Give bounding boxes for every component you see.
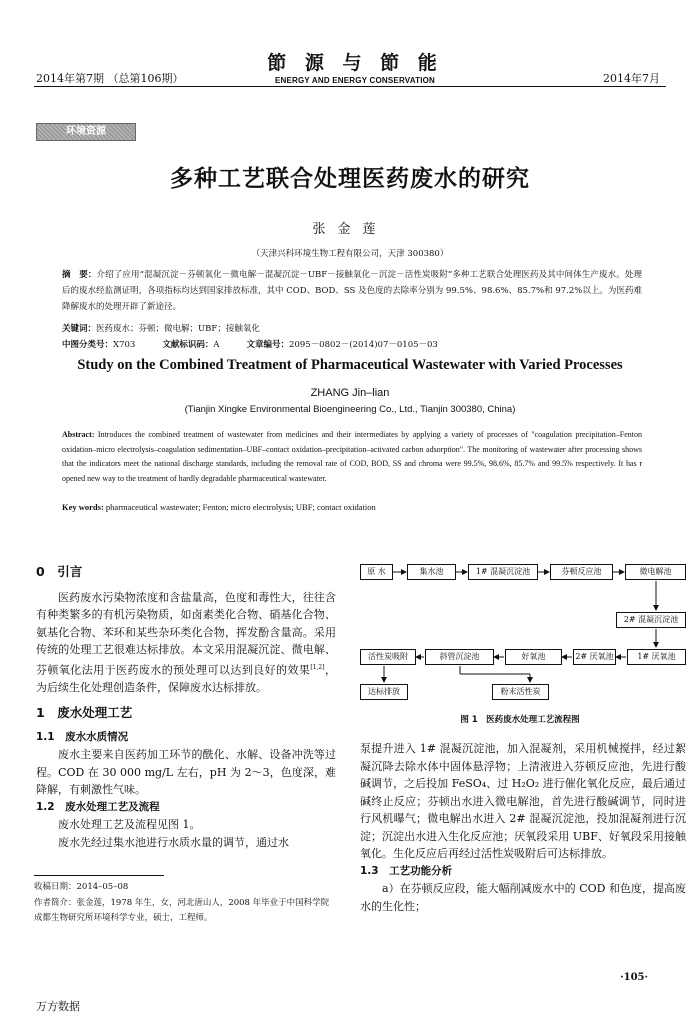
journal-title-cn: 節 源 与 節 能 — [267, 52, 443, 74]
flow-box-coagulation-2: 2# 混凝沉淀池 — [616, 612, 686, 628]
paragraph-water-quality: 废水主要来自医药加工环节的酰化、水解、设备冲洗等过程。COD 在 30 000 mg/L 左右，pH 为 2～3，色度深，难降解，有刺激性气味。 — [36, 748, 336, 797]
flow-box-fenton: 芬顿反应池 — [550, 564, 613, 580]
abstract-cn-text: 介绍了应用“混凝沉淀－芬顿氧化－微电解－混凝沉淀－UBF－接触氧化－沉淀－活性炭吸附”多种工艺联合处理医药及其中间体生产废水。处理后的废水经监测证明，各项指标均达到国家排放标准，其中 COD、BOD、SS 及色度的去除率分别为 99.5%、98.6%、85.7%和 97.2%以上。为医药难降解废水的处理开辟了新途径。 — [62, 270, 642, 312]
intro-text-end: ，为后续生化处理创造条件，保障废水达标排放。 — [36, 663, 337, 694]
affiliation-cn: （天津兴科环境生物工程有限公司，天津 300380） — [251, 249, 449, 259]
heading-water-quality: 1.1 废水水质情况 — [36, 730, 129, 743]
flow-box-raw-water: 原 水 — [360, 564, 393, 580]
flow-box-anoxic-2: 2# 厌氧池 — [573, 649, 616, 665]
keywords-en — [62, 502, 376, 512]
paragraph-flow-description: 泵提升进入 1# 混凝沉淀池，加入混凝剂，采用机械搅拌，经过絮凝沉降去除水体中固体悬浮物；上清液进入芬顿反应池，先进行酸碱调节，之后投加 FeSO₄、过 H₂O₂ 进行催化氧化反应，最后通过碱终止反应；芬顿出水进入微电解池，首先进行酸碱调节，同时进行风机曝气；微电解出水进入 2# 混凝沉淀池，投加混凝剂进行沉淀；沉淀出水进入生化反应池；厌氧段采用 UBF、好氧段采用接触氧化。生化反应后再经过活性炭吸附后可达标排放。 — [360, 742, 686, 860]
author-cn: 张金莲 — [312, 222, 388, 237]
keywords-en-label: Key words: — [62, 502, 104, 512]
flow-box-micro-electrolysis: 微电解池 — [625, 564, 686, 580]
clc-value: X703 — [113, 340, 136, 350]
journal-title-en: ENERGY AND ENERGY CONSERVATION — [274, 76, 436, 85]
flow-box-aerobic: 好氧池 — [505, 649, 562, 665]
process-flow-diagram — [360, 562, 686, 707]
affiliation-en: (Tianjin Xingke Environmental Bioengineering Co., Ltd., Tianjin 300380, China) — [184, 404, 516, 415]
article-no-value: 2095－0802－(2014)07－0105－03 — [289, 340, 438, 350]
heading-introduction: 0 引言 — [36, 564, 83, 579]
flow-box-anoxic-1: 1# 厌氧池 — [627, 649, 686, 665]
article-title-cn: 多种工艺联合处理医药废水的研究 — [170, 166, 530, 192]
doc-code-value: A — [213, 340, 220, 350]
issue-info: 2014年第7期 （总第106期） — [36, 72, 184, 85]
clc-label: 中图分类号： — [62, 340, 114, 350]
flow-box-activated-carbon: 活性炭吸附 — [360, 649, 416, 665]
flow-box-discharge: 达标排放 — [360, 684, 408, 700]
paragraph-introduction — [36, 589, 336, 697]
left-column — [36, 563, 336, 851]
paragraph-process-flow-a: 废水处理工艺及流程见图 1。 — [58, 818, 201, 832]
right-column — [360, 740, 686, 915]
keywords-cn-text: 医药废水；芬顿；微电解；UBF；接触氧化 — [96, 324, 260, 334]
flow-box-inclined-settler: 斜管沉淀池 — [425, 649, 494, 665]
keywords-cn — [62, 322, 260, 334]
abstract-en — [62, 428, 642, 486]
classification-row — [62, 338, 438, 350]
section-tag: 环境资源 — [36, 123, 136, 141]
paragraph-fenton-function: a）在芬顿反应段，能大幅削减废水中的 COD 和色度，提高废水的生化性； — [360, 882, 686, 913]
article-no-label: 文章编号： — [246, 340, 290, 350]
heading-process: 1 废水处理工艺 — [36, 705, 133, 721]
author-en: ZHANG Jin–lian — [310, 387, 390, 399]
header-rule — [34, 86, 666, 87]
journal-masthead — [255, 48, 455, 85]
footnote-author-bio: 作者简介：张金莲，1978 年生，女，河北唐山人，2008 年毕业于中国科学院成都生物研究所环境科学专业，硕士，工程师。 — [34, 898, 330, 923]
abstract-cn-label: 摘 要： — [62, 270, 97, 280]
article-title-en: Study on the Combined Treatment of Pharmaceutical Wastewater with Varied Processes — [77, 357, 623, 373]
flow-box-coagulation-1: 1# 混凝沉淀池 — [468, 564, 538, 580]
figure-caption: 图 1 医药废水处理工艺流程图 — [460, 715, 580, 725]
footnote-rule — [34, 875, 164, 876]
intro-text: 医药废水污染物浓度和含盐量高，色度和毒性大，往往含有种类繁多的有机污染物质，如卤素类化合物、硝基化合物、氨基化合物、苯环和某些杂环类化合物，挥发酚含量高。采用传统的处理工艺很难达标排放。本文采用混凝沉淀、微电解、芬顿氧化法用于医药废水的预处理可以达到良好的效果 — [36, 590, 336, 677]
heading-process-flow: 1.2 废水处理工艺及流程 — [36, 800, 160, 813]
flow-box-collection-tank: 集水池 — [407, 564, 456, 580]
paragraph-process-flow-b: 废水先经过集水池进行水质水量的调节，通过水 — [58, 835, 289, 849]
page-number: ·105· — [620, 972, 648, 983]
watermark-wanfang: 万方数据 — [36, 1000, 80, 1013]
footnote-received: 收稿日期：2014–05–08 — [34, 882, 129, 892]
intro-citation: [1,2] — [310, 663, 325, 671]
flow-box-carbon-powder: 粉末活性炭 — [492, 684, 549, 700]
keywords-cn-label: 关键词： — [62, 324, 97, 334]
abstract-en-label: Abstract: — [62, 430, 95, 439]
doc-code-label: 文献标识码： — [162, 340, 214, 350]
issue-date: 2014年7月 — [603, 72, 660, 85]
abstract-cn — [62, 267, 642, 315]
abstract-en-text: Introduces the combined treatment of wastewater from medicines and their intermediates by applying a variety of processes of "coagulation precipitation–Fenton oxidation–micro electrolysis–coagulation sedimentation–UBF–contact oxidation–precipitation–activated carbon adsorption". The monitoring of wastewater after processing shows that the indicators meet the national discharge standards, including the removal rate of COD, BOD, SS and chroma were 99.5%, 98.6%, 85.7% and 99.5% respectively. It has r opened new way to the treatment of hardly degradable pharmaceutical wastewater. — [62, 430, 642, 483]
heading-function-analysis: 1.3 工艺功能分析 — [360, 864, 453, 877]
keywords-en-text: pharmaceutical wastewater; Fenton; micro electrolysis; UBF; contact oxidation — [105, 502, 376, 512]
